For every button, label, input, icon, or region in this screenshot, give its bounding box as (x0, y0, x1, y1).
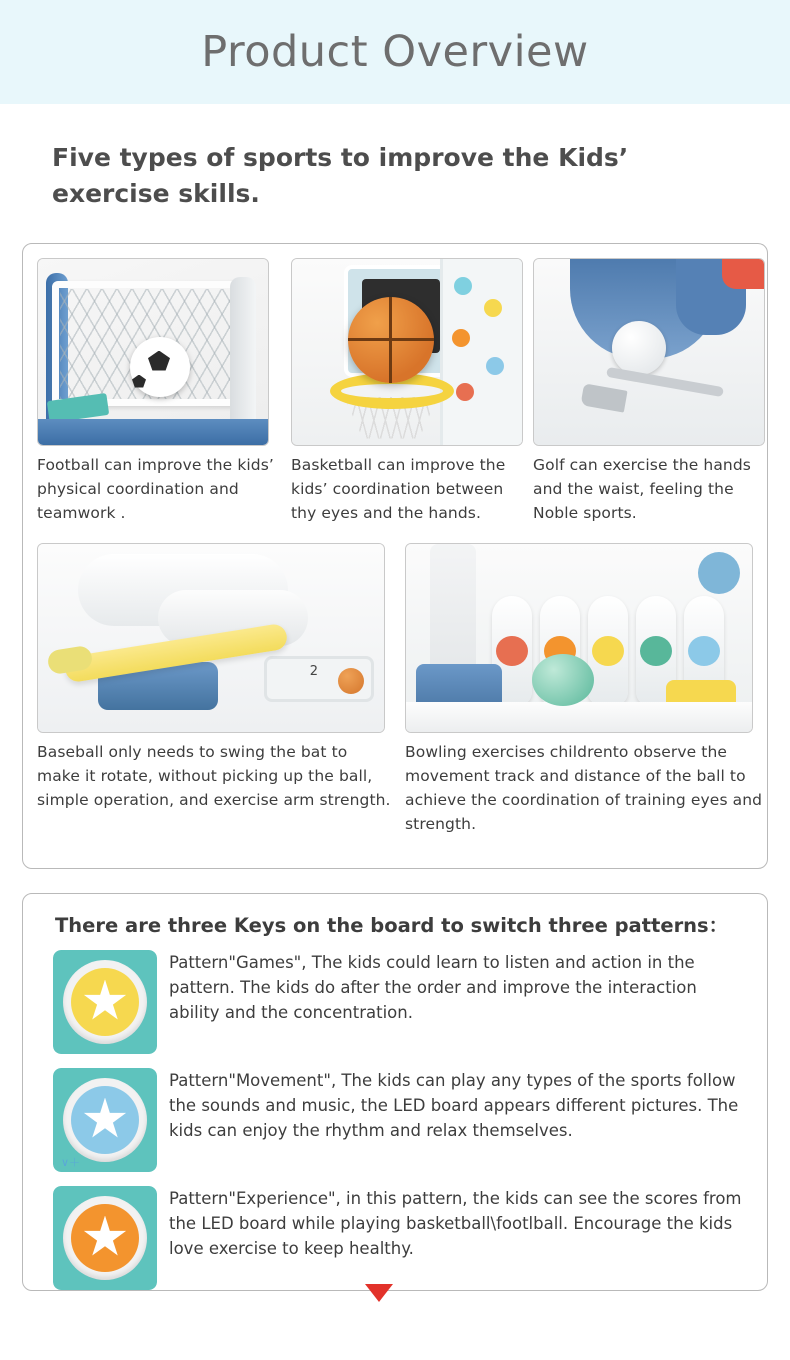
baseball-image: 2 (37, 543, 385, 733)
pattern-button-movement-label: ∨＋ (61, 1155, 81, 1169)
page-title: Product Overview (201, 27, 589, 77)
sport-item-golf (533, 258, 765, 525)
pattern-button-games-icon[interactable] (53, 950, 157, 1054)
sports-row-top (37, 258, 753, 525)
pattern-experience-text: Pattern"Experience", in this pattern, the kids can see the scores from the LED board while playing basketball\footlball. Encourage the kids love exercise to keep healthy. (169, 1188, 742, 1258)
pattern-button-experience-icon[interactable] (53, 1186, 157, 1290)
sports-card (22, 243, 768, 869)
pattern-button-movement-icon[interactable] (53, 1068, 157, 1172)
pattern-games-text: Pattern"Games", The kids could learn to listen and action in the pattern. The kids do after the order and improve the interaction ability and the concentration. (169, 952, 697, 1022)
page-banner (0, 0, 790, 104)
sport-item-basketball (291, 258, 523, 525)
basketball-image (291, 258, 523, 446)
pattern-item-games (41, 948, 749, 1054)
cursor-marker-icon (365, 1284, 393, 1302)
pattern-item-movement (41, 1066, 749, 1172)
sports-row-bottom (37, 543, 763, 836)
sport-item-baseball (37, 543, 395, 836)
pattern-item-experience (41, 1184, 749, 1290)
basketball-caption: Basketball can improve the kids’ coordination between thy eyes and the hands. (291, 455, 506, 522)
golf-caption: Golf can exercise the hands and the waist, feeling the Noble sports. (533, 455, 751, 522)
bowling-image (405, 543, 753, 733)
golf-image (533, 258, 765, 446)
patterns-card (22, 893, 768, 1291)
pattern-movement-text: Pattern"Movement", The kids can play any types of the sports follow the sounds and music, the LED board appears different pictures. The kids can enjoy the rhythm and relax themselves. (169, 1070, 739, 1140)
football-caption: Football can improve the kids’ physical coordination and teamwork . (37, 455, 274, 522)
sport-item-football (37, 258, 281, 525)
baseball-caption: Baseball only needs to swing the bat to make it rotate, without picking up the ball, simple operation, and exercise arm strength. (37, 742, 391, 809)
bowling-caption: Bowling exercises childrento observe the movement track and distance of the ball to achieve the coordination of training eyes and strength. (405, 742, 763, 833)
sport-item-bowling (405, 543, 765, 836)
patterns-title: There are three Keys on the board to switch three patterns： (55, 913, 729, 937)
section-heading: Five types of sports to improve the Kids’ exercise skills. (52, 143, 629, 209)
football-image (37, 258, 269, 446)
